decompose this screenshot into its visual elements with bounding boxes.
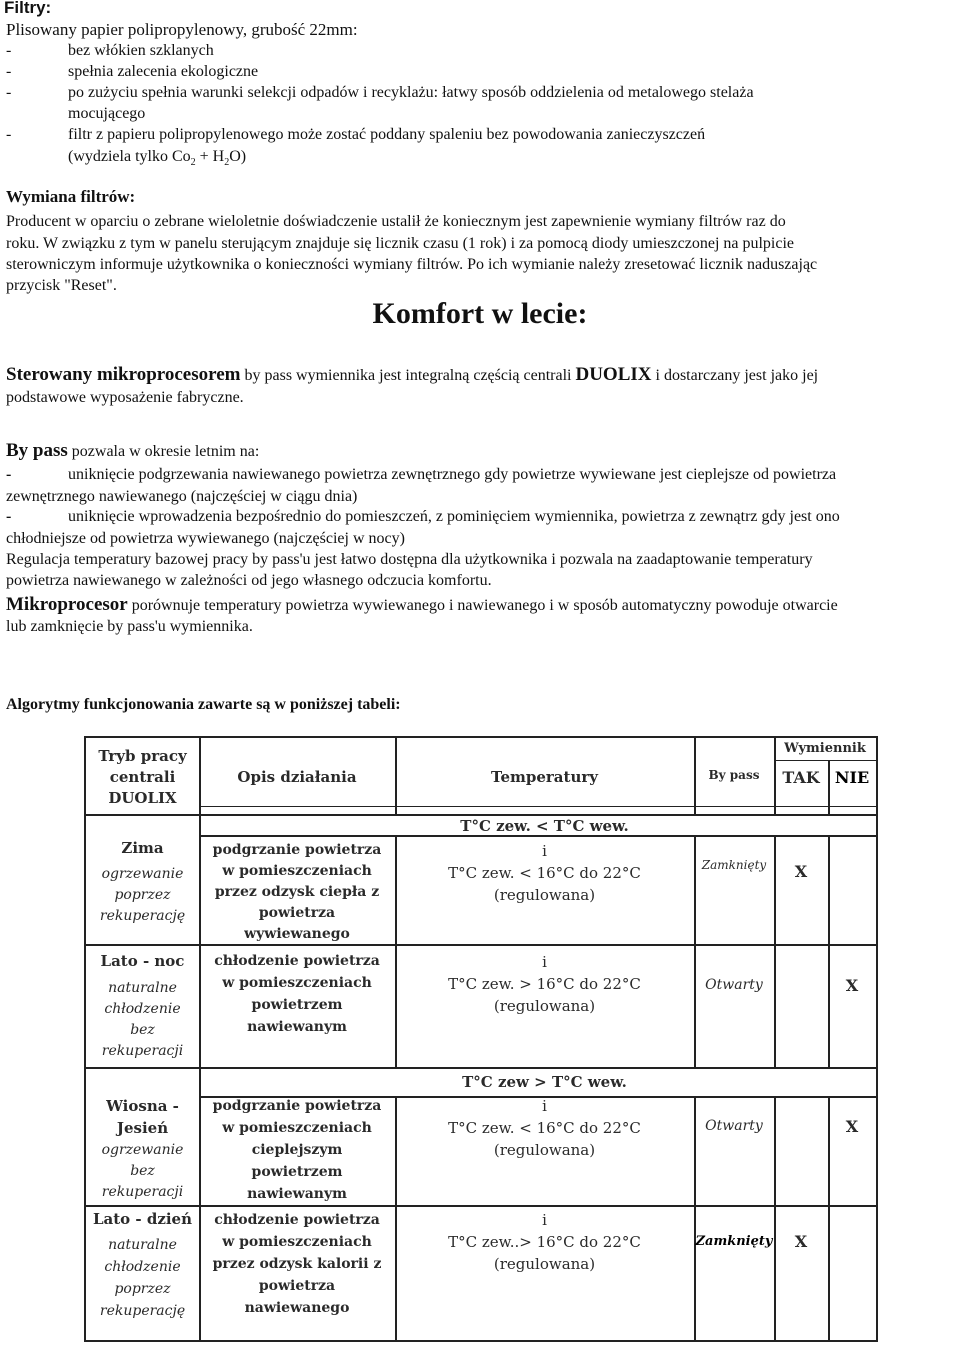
row-mode-desc: ogrzewanie poprzez rekuperację <box>99 866 186 924</box>
row-no-mark: X <box>845 1117 859 1136</box>
row-bypass: Zamknięty <box>701 858 767 872</box>
row-bypass: Otwarty <box>705 977 763 993</box>
regulation-text: Regulacja temperatury bazowej pracy by pass'u jest łatwo dostępna dla użytkownika i pozwala na zaadaptowanie temperatury <box>6 551 813 568</box>
algorithms-caption: Algorytmy funkcjonowania zawarte są w poniższej tabeli: <box>6 696 401 713</box>
replacement-line: Producent w oparciu o zebrane wieloletnie doświadczenie ustalił że koniecznym jest zapewnienie wymiany filtrów raz do <box>6 213 786 230</box>
row-temperature: i T°C zew. < 16°C do 22°C (regulowana) <box>448 842 641 904</box>
row-description: podgrzanie powietrza w pomieszczeniach cieplejszym powietrzem nawiewanym <box>212 1098 382 1202</box>
regulation-text: powietrza nawiewanego w zależności od jego własnego odczucia komfortu. <box>6 572 492 589</box>
list-item: - uniknięcie podgrzewania nawiewanego powietrza zewnętrznego gdy powietrze wywiewane jest cieplejsze od powietrza <box>6 466 837 483</box>
row-bypass: Zamknięty <box>695 1234 773 1249</box>
replacement-line: sterowniczym informuje użytkownika o konieczności wymiany filtrów. Po ich wymianie należy zresetować licznik naduszając <box>6 256 818 273</box>
header-description: Opis działania <box>237 768 357 786</box>
header-yes: TAK <box>782 768 820 787</box>
row-yes-mark: X <box>794 862 808 881</box>
row-mode: Zima <box>121 839 164 857</box>
filters-title: Filtry: <box>4 0 52 17</box>
row-temperature: i T°C zew..> 16°C do 22°C (regulowana) <box>448 1211 641 1273</box>
row-description: podgrzanie powietrza w pomieszczeniach przez odzysk ciepła z powietrza wywiewanego <box>212 842 382 942</box>
section-heading: Komfort w lecie: <box>372 297 588 330</box>
microprocessor-text: lub zamknięcie by pass'u wymiennika. <box>6 618 253 635</box>
row-no-mark: X <box>845 976 859 995</box>
header-mode: Tryb pracy centrali DUOLIX <box>98 747 187 807</box>
header-bypass: By pass <box>708 768 760 782</box>
row-mode: Wiosna - Jesień <box>106 1097 179 1137</box>
list-item-continuation: zewnętrznego nawiewanego (najczęściej w ciągu dnia) <box>6 488 358 505</box>
list-item-continuation: (wydziela tylko $Co_2 + H_2O$) <box>68 148 247 169</box>
row-description: chłodzenie powietrza w pomieszczeniach przez odzysk kalorii z powietrza nawiewanego <box>212 1212 382 1316</box>
replacement-title: Wymiana filtrów: <box>6 187 136 206</box>
list-item-continuation: chłodniejsze od powietrza wywiewanego (najczęściej w nocy) <box>6 530 405 547</box>
row-mode: Lato - dzień <box>92 1210 193 1228</box>
list-item: - uniknięcie wprowadzenia bezpośrednio do pomieszczeń, z pominięciem wymiennika, powietrza z zewnątrz gdy jest ono <box>6 508 840 525</box>
algorithm-table <box>84 736 878 1342</box>
group-heading: T°C zew > T°C wew. <box>462 1073 627 1091</box>
row-mode-desc: ogrzewanie bez rekuperacji <box>101 1142 184 1200</box>
list-item: - spełnia zalecenia ekologiczne <box>6 63 259 80</box>
header-temperatures: Temperatury <box>491 768 598 786</box>
header-exchanger: Wymiennik <box>784 741 866 756</box>
list-item-continuation: mocującego <box>68 105 146 122</box>
list-item: - po zużyciu spełnia warunki selekcji odpadów i recyklażu: łatwy sposób oddzielenia od metalowego stelaża <box>6 84 754 101</box>
header-no: NIE <box>834 768 870 787</box>
row-yes-mark: X <box>794 1232 808 1251</box>
summer-lead: Sterowany mikroprocesorem by pass wymiennika jest integralną częścią centrali DUOLIX i dostarczany jest jako jej <box>6 364 819 385</box>
summer-lead-cont: podstawowe wyposażenie fabryczne. <box>6 389 244 406</box>
group-heading: T°C zew. < T°C wew. <box>460 817 629 835</box>
list-item: - filtr z papieru polipropylenowego może zostać poddany spaleniu bez powodowania zanieczyszczeń <box>6 126 706 143</box>
list-item: - bez włókien szklanych <box>6 42 214 59</box>
row-temperature: i T°C zew. > 16°C do 22°C (regulowana) <box>448 953 641 1015</box>
replacement-line: roku. W związku z tym w panelu sterującym znajduje się licznik czasu (1 rok) i za pomocą diody umieszczonej na pulpicie <box>6 235 795 252</box>
row-bypass: Otwarty <box>705 1118 763 1134</box>
row-mode: Lato - noc <box>100 952 185 970</box>
row-temperature: i T°C zew. < 16°C do 22°C (regulowana) <box>448 1097 641 1159</box>
filters-intro: Plisowany papier polipropylenowy, grubość 22mm: <box>6 20 358 39</box>
bypass-intro: By pass pozwala w okresie letnim na: <box>6 440 260 461</box>
row-mode-desc: naturalne chłodzenie bez rekuperacji <box>101 980 184 1059</box>
replacement-line: przycisk "Reset". <box>6 277 117 294</box>
row-mode-desc: naturalne chłodzenie poprzez rekuperację <box>99 1237 186 1319</box>
row-description: chłodzenie powietrza w pomieszczeniach powietrzem nawiewanym <box>214 953 380 1035</box>
microprocessor-text: Mikroprocesor porównuje temperatury powietrza wywiewanego i nawiewanego i w sposób automatyczny powoduje otwarcie <box>6 594 838 615</box>
